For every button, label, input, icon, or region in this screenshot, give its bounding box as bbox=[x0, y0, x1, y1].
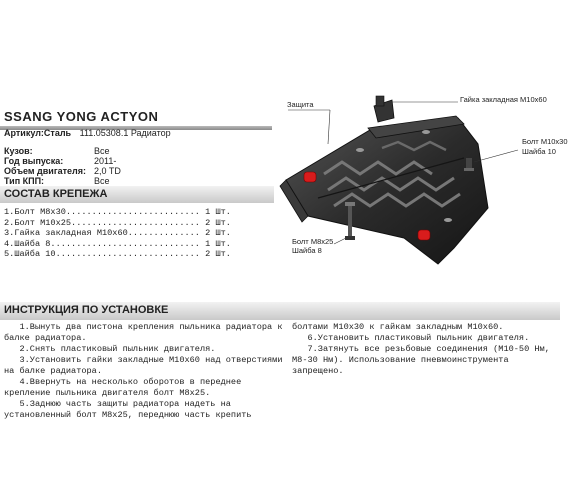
article-value: 111.05308.1 Радиатор bbox=[79, 128, 171, 138]
spec-value: 2,0 TD bbox=[94, 166, 121, 176]
list-item: 4.Шайба 8............................. 1 Шт. bbox=[4, 238, 231, 249]
product-title: SSANG YONG ACTYON bbox=[4, 109, 159, 124]
skid-plate-diagram bbox=[268, 88, 560, 300]
list-item: 5.Шайба 10............................ 2 Шт. bbox=[4, 249, 231, 259]
list-item: 2.Болт M10x25......................... 2 Шт. bbox=[4, 217, 231, 228]
callout-bolt-m10-line2: Шайба 10 bbox=[522, 147, 556, 156]
callout-bolt-m10-line1: Болт M10x30 bbox=[522, 137, 568, 146]
instruction-line: M8-30 Нм). Использование пневмоинструмента bbox=[292, 355, 509, 365]
nut-icon bbox=[376, 96, 384, 106]
callout-protection: Защита bbox=[287, 100, 314, 109]
instruction-line: балке радиатора. bbox=[4, 333, 87, 343]
instruction-line: на балке радиатора. bbox=[4, 366, 102, 376]
spec-label: Кузов: bbox=[4, 146, 33, 156]
instruction-line: крепление пыльника двигателя болт M8x25. bbox=[4, 388, 211, 398]
instruction-line: 1.Вынуть два пистона крепления пыльника радиатора к bbox=[4, 322, 283, 332]
callout-bolt-m8-line2: Шайба 8 bbox=[292, 246, 322, 255]
spec-value: Все bbox=[94, 176, 110, 186]
instructions-right-column bbox=[292, 322, 550, 377]
instruction-line: 4.Ввернуть на несколько оборотов в переднее bbox=[4, 377, 242, 387]
instruction-line: 7.Затянуть все резьбовые соединения (M10-50 Нм, bbox=[292, 344, 550, 354]
parts-section-title: СОСТАВ КРЕПЕЖА bbox=[4, 188, 108, 200]
spec-label: Объем двигателя: bbox=[4, 166, 86, 176]
instructions-left-column bbox=[4, 322, 282, 421]
list-item: 3.Гайка закладная M10x60.............. 2 Шт. bbox=[4, 228, 231, 238]
callout-bolt-m8-line1: Болт M8x25 bbox=[292, 237, 334, 246]
spec-label: Тип КПП: bbox=[4, 176, 45, 186]
spec-value: 2011- bbox=[94, 156, 117, 166]
list-item: 1.Болт M8x30.......................... 1 Шт. bbox=[4, 207, 231, 217]
red-bush-left bbox=[304, 172, 316, 182]
spec-value: Все bbox=[94, 146, 110, 156]
instruction-line: установленный болт M8x25, переднюю часть крепить bbox=[4, 410, 252, 420]
article-line bbox=[4, 128, 171, 138]
spec-label: Год выпуска: bbox=[4, 156, 64, 166]
instructions-title: ИНСТРУКЦИЯ ПО УСТАНОВКЕ bbox=[4, 304, 169, 316]
article-label: Артикул:Сталь bbox=[4, 128, 72, 138]
instruction-line: 5.Заднюю часть защиты радиатора надеть на bbox=[4, 399, 231, 409]
instruction-line: 3.Установить гайки закладные M10x60 над отверстиями bbox=[4, 355, 283, 365]
instruction-line: запрещено. bbox=[292, 366, 344, 376]
instruction-line: болтами M10x30 к гайкам закладным M10x60. bbox=[292, 322, 504, 332]
instruction-line: 6.Установить пластиковый пыльник двигателя. bbox=[292, 333, 530, 343]
instruction-line: 2.Снять пластиковый пыльник двигателя. bbox=[4, 344, 216, 354]
callout-nut: Гайка закладная M10x60 bbox=[460, 95, 547, 104]
red-bush-right bbox=[418, 230, 430, 240]
parts-list bbox=[4, 207, 231, 260]
